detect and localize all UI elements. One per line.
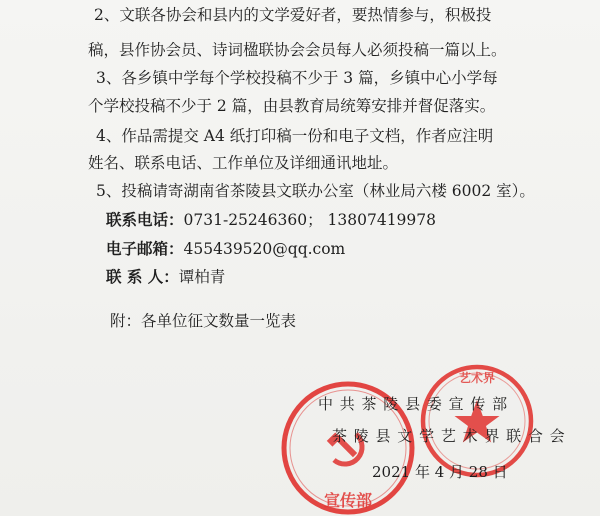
- item-3-line-1: 3、各乡镇中学每个学校投稿不少于 3 篇，乡镇中心小学每: [96, 69, 498, 87]
- contact-email-label: 电子邮箱：: [106, 239, 184, 258]
- attachment-note: 附：各单位征文数量一览表: [110, 312, 297, 330]
- signature-org-2: 茶 陵 县 文 学 艺 术 界 联 合 会: [332, 427, 566, 445]
- contact-person-label: 联 系 人：: [106, 267, 179, 286]
- item-2-line-1: 2、文联各协会和县内的文学爱好者，要热情参与，积极投: [94, 6, 492, 24]
- contact-person-value: 谭柏青: [178, 268, 226, 286]
- item-4-line-1: 4、作品需提交 A4 纸打印稿一份和电子文档，作者应注明: [96, 127, 494, 145]
- contact-phone-row: [106, 210, 600, 230]
- signature-date: 2021 年 4 月 28 日: [372, 463, 508, 481]
- contact-phone-value: 0731-25246360； 13807419978: [183, 211, 436, 229]
- contact-phone-label: 联系电话：: [106, 210, 184, 229]
- item-4-line-2: 姓名、联系电话、工作单位及详细通讯地址。: [88, 154, 399, 172]
- signature-org-1: 中 共 茶 陵 县 委 宣 传 部: [318, 395, 509, 413]
- item-3-line-2: 个学校投稿不少于 2 篇，由县教育局统筹安排并督促落实。: [88, 97, 496, 115]
- item-5-line-1: 5、投稿请寄湖南省茶陵县文联办公室（林业局六楼 6002 室）。: [96, 182, 535, 200]
- contact-email-value: 455439520@qq.com: [183, 240, 346, 258]
- contact-email-row: [106, 239, 600, 259]
- item-2-line-2: 稿，县作协会员、诗词楹联协会会员每人必须投稿一篇以上。: [88, 41, 507, 59]
- contact-person-row: [106, 267, 600, 287]
- seal-top-text: 艺术界: [458, 371, 496, 385]
- seal-bottom-text: 宣传部: [323, 491, 373, 510]
